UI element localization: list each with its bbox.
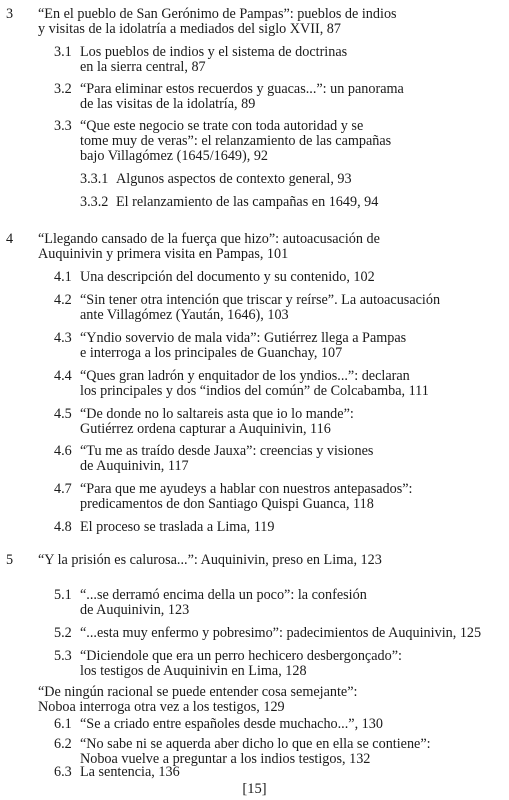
section-title-line: “...se derramó encima della un poco”: la confesión — [80, 587, 367, 603]
section-title-line: predicamentos de don Santiago Quispi Guanca, 118 — [80, 496, 374, 512]
section-title-line: “Se a criado entre españoles desde muchacho...”, 130 — [80, 716, 383, 732]
section-title-line: los principales y dos “indios del común” de Colcabamba, 111 — [80, 383, 429, 399]
section-title-line: Los pueblos de indios y el sistema de doctrinas — [80, 44, 348, 60]
section-title-line: “Para eliminar estos recuerdos y guacas...”: un panorama — [80, 81, 404, 97]
section-title-line: en la sierra central, 87 — [80, 59, 206, 75]
section-number: 3.3.1 — [80, 171, 109, 187]
section-title-line: “Sin tener otra intención que triscar y reírse”. La autoacusación — [80, 292, 441, 308]
page-number: [15] — [242, 781, 267, 797]
section-title-line: ante Villagómez (Yaután, 1646), 103 — [80, 307, 289, 323]
section-number: 6.2 — [54, 736, 72, 752]
section-title-line: tome muy de veras”: el relanzamiento de las campañas — [80, 133, 392, 149]
section-number: 5.2 — [54, 625, 72, 641]
section-number: 4.2 — [54, 292, 72, 308]
section-number: 3.2 — [54, 81, 72, 97]
section-title-line: “Yndio sovervio de mala vida”: Gutiérrez llega a Pampas — [80, 330, 407, 346]
section-title-line: La sentencia, 136 — [80, 764, 180, 780]
section-title-line: “...esta muy enfermo y pobresimo”: padecimientos de Auquinivin, 125 — [80, 625, 482, 641]
section-number: 6.3 — [54, 764, 72, 780]
section-number: 4.5 — [54, 406, 72, 422]
section-title-line: Una descripción del documento y su contenido, 102 — [80, 269, 375, 285]
chapter-title-line: y visitas de la idolatría a mediados del siglo XVII, 87 — [38, 21, 341, 37]
section-number: 4.4 — [54, 368, 72, 384]
chapter-number: 3 — [6, 6, 14, 22]
section-title-line: de Auquinivin, 123 — [80, 602, 190, 618]
section-number: 5.1 — [54, 587, 72, 603]
section-title-line: “Que este negocio se trate con toda autoridad y se — [80, 118, 364, 134]
section-title-line: “Para que me ayudeys a hablar con nuestros antepasados”: — [80, 481, 413, 497]
section-number: 3.3.2 — [80, 194, 109, 210]
section-title-line: de Auquinivin, 117 — [80, 458, 189, 474]
chapter-title-line: “Llegando cansado de la fuerça que hizo”: autoacusación de — [38, 231, 380, 247]
chapter-title-line: Noboa interroga otra vez a los testigos, 129 — [38, 699, 285, 715]
section-number: 4.7 — [54, 481, 72, 497]
chapter-title-line: “Y la prisión es calurosa...”: Auquinivin, preso en Lima, 123 — [38, 552, 382, 568]
section-title-line: los testigos de Auquinivin en Lima, 128 — [80, 663, 307, 679]
section-title-line: Noboa vuelve a preguntar a los indios testigos, 132 — [80, 751, 371, 767]
section-number: 4.3 — [54, 330, 72, 346]
section-title-line: “Ques gran ladrón y enquitador de los yndios...”: declaran — [80, 368, 410, 384]
section-title-line: “No sabe ni se aquerda aber dicho lo que en ella se contiene”: — [80, 736, 431, 752]
chapter-title-line: Auquinivin y primera visita en Pampas, 101 — [38, 246, 289, 262]
section-number: 4.1 — [54, 269, 72, 285]
section-title-line: “De donde no lo saltareis asta que io lo mande”: — [80, 406, 354, 422]
chapter-number: 5 — [6, 552, 14, 568]
section-title-line: “Diciendole que era un perro hechicero desbergonçado”: — [80, 648, 402, 664]
section-title-line: El relanzamiento de las campañas en 1649, 94 — [116, 194, 379, 210]
section-number: 4.8 — [54, 519, 72, 535]
section-number: 5.3 — [54, 648, 72, 664]
section-title-line: El proceso se traslada a Lima, 119 — [80, 519, 275, 535]
chapter-title-line: “En el pueblo de San Gerónimo de Pampas”: pueblos de indios — [38, 6, 397, 22]
section-title-line: Gutiérrez ordena capturar a Auquinivin, 116 — [80, 421, 331, 437]
section-number: 3.1 — [54, 44, 72, 60]
section-title-line: de las visitas de la idolatría, 89 — [80, 96, 256, 112]
section-number: 4.6 — [54, 443, 72, 459]
section-title-line: Algunos aspectos de contexto general, 93 — [116, 171, 352, 187]
section-title-line: bajo Villagómez (1645/1649), 92 — [80, 148, 269, 164]
chapter-title-line: “De ningún racional se puede entender cosa semejante”: — [38, 684, 358, 700]
section-title-line: “Tu me as traído desde Jauxa”: creencias y visiones — [80, 443, 374, 459]
chapter-number: 4 — [6, 231, 14, 247]
section-number: 3.3 — [54, 118, 72, 134]
section-title-line: e interroga a los principales de Guanchay, 107 — [80, 345, 343, 361]
section-number: 6.1 — [54, 716, 72, 732]
